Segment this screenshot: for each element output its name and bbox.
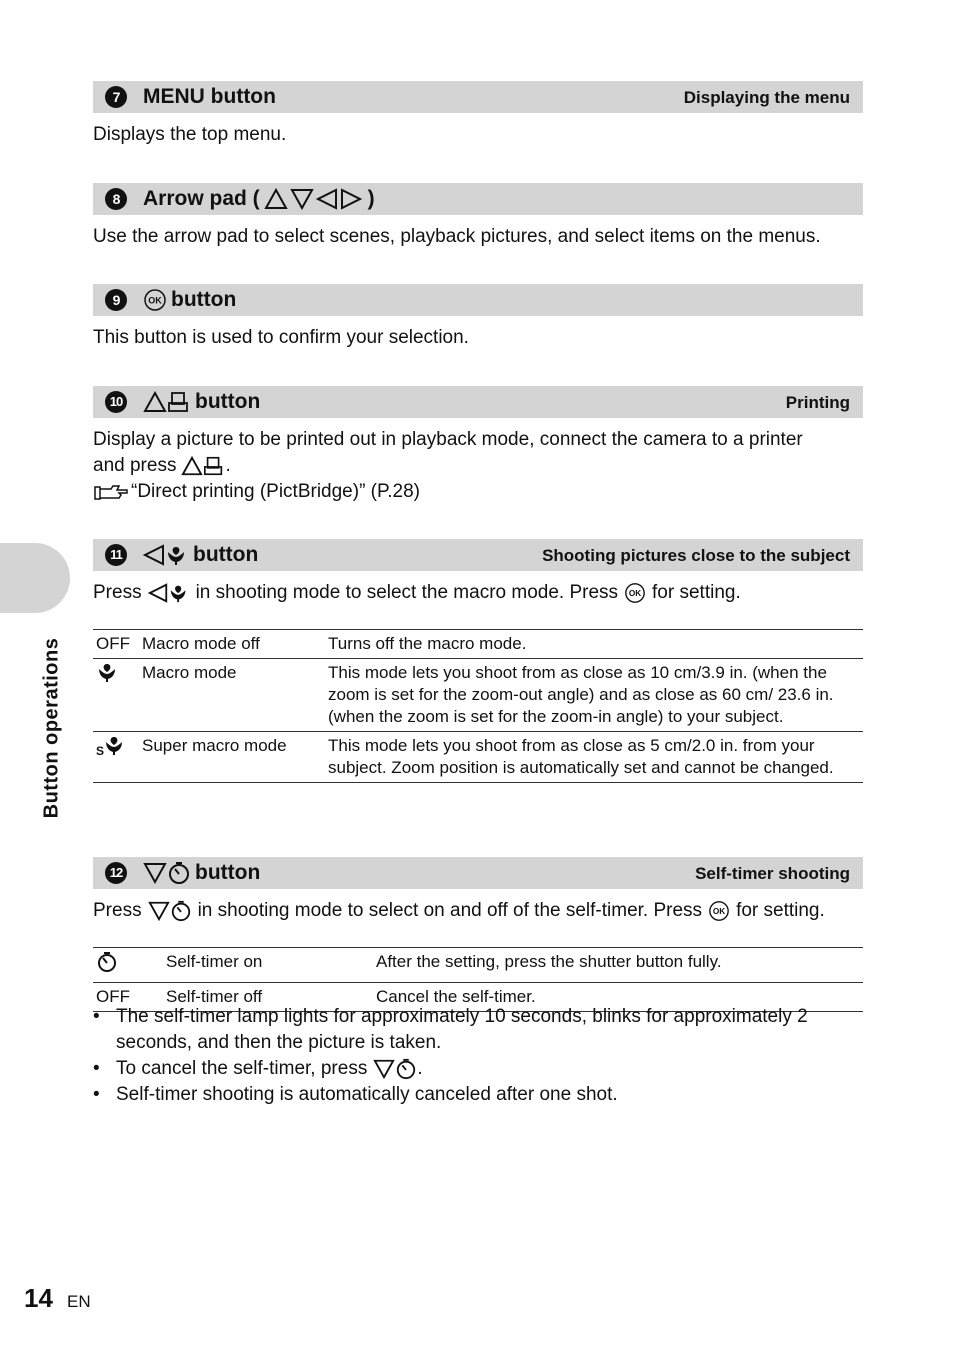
title-prefix: Arrow pad ( [143, 187, 260, 210]
ok-button-icon [624, 582, 646, 604]
up-print-icon [181, 455, 225, 477]
section-number: 8 [105, 188, 127, 210]
title-suffix: ) [367, 187, 375, 210]
section-header-timer [93, 857, 863, 889]
print-reference[interactable] [93, 479, 420, 505]
row-description: Cancel the self-timer. [376, 987, 536, 1006]
row-symbol [93, 659, 139, 732]
section-subtitle: Printing [785, 393, 850, 412]
section-title [143, 389, 260, 415]
section-title [143, 186, 375, 212]
section-number: 7 [105, 86, 127, 108]
svg-text:OK: OK [148, 295, 162, 306]
menu-description: Displays the top menu. [93, 124, 287, 145]
section-title [143, 542, 258, 568]
list-item-end: . [417, 1058, 423, 1079]
macro-text-b: in shooting mode to select the macro mode. Press [195, 582, 619, 603]
svg-text:OK: OK [628, 589, 642, 599]
row-name: Super macro mode [142, 736, 287, 755]
row-name: Self-timer off [166, 987, 263, 1006]
row-symbol: OFF [96, 634, 130, 653]
row-name: Macro mode [142, 663, 237, 682]
section-title [143, 287, 236, 313]
macro-icon [96, 662, 118, 684]
print-line-2 [93, 453, 231, 479]
list-item: • Self-timer shooting is automatically canceled after one shot. [93, 1082, 873, 1108]
reference-text: “Direct printing (PictBridge)” (P.28) [131, 481, 420, 502]
title-label: button [195, 861, 261, 884]
reference-hand-icon [93, 482, 131, 502]
section-number: 12 [105, 862, 127, 884]
section-header-ok [93, 284, 863, 316]
arrow-description: Use the arrow pad to select scenes, playback pictures, and select items on the menus. [93, 226, 821, 247]
section-header-print [93, 386, 863, 418]
title-label: button [195, 390, 261, 413]
svg-text:OK: OK [712, 907, 726, 917]
side-label: Button operations [40, 637, 63, 819]
timer-text-a: Press [93, 900, 142, 921]
row-description: After the setting, press the shutter button fully. [376, 952, 722, 971]
language-code: EN [67, 1292, 91, 1311]
title-label: button [171, 288, 237, 311]
macro-text-c: for setting. [652, 582, 741, 603]
page-number: 14 [24, 1283, 53, 1313]
list-item-text: • To cancel the self-timer, press [116, 1058, 368, 1079]
section-header-menu [93, 81, 863, 113]
super-macro-icon [96, 735, 124, 757]
ok-button-icon [143, 288, 167, 312]
macro-description [93, 580, 741, 606]
selftimer-icon [96, 951, 118, 973]
section-title: MENU button [143, 85, 276, 108]
title-label: button [193, 543, 259, 566]
timer-text-c: for setting. [736, 900, 825, 921]
section-number: 11 [105, 544, 127, 566]
list-item [93, 1056, 873, 1082]
row-symbol [93, 732, 139, 783]
macro-table [93, 629, 863, 783]
section-subtitle: Shooting pictures close to the subject [542, 546, 850, 565]
row-symbol [93, 948, 163, 983]
section-number: 10 [105, 391, 127, 413]
left-macro-icon [148, 582, 190, 604]
section-title [143, 860, 260, 886]
ok-description: This button is used to confirm your selection. [93, 327, 469, 348]
section-header-arrow [93, 183, 863, 215]
section-number: 9 [105, 289, 127, 311]
print-line-2-end: . [225, 455, 231, 476]
table-row [93, 659, 863, 732]
macro-text-a: Press [93, 582, 142, 603]
row-description: This mode lets you shoot from as close as 10 cm/3.9 in. (when the zoom is set for the zoom-out angle) and as close as 60 cm/ 23.6 in. (when the zoom is set for the zoom-in angle) to your subject. [328, 663, 834, 726]
row-name: Macro mode off [142, 634, 260, 653]
timer-table [93, 947, 863, 1012]
timer-description [93, 898, 825, 924]
up-print-icon [143, 390, 191, 414]
timer-text-b: in shooting mode to select on and off of the self-timer. Press [197, 900, 703, 921]
print-line-1: Display a picture to be printed out in playback mode, connect the camera to a printer [93, 429, 803, 450]
list-item: • The self-timer lamp lights for approximately 10 seconds, blinks for approximately 2 seconds, and then the picture is taken. [93, 1004, 873, 1056]
ok-button-icon [708, 900, 730, 922]
table-row [93, 630, 863, 659]
timer-notes [93, 1004, 873, 1108]
row-description: Turns off the macro mode. [328, 634, 527, 653]
side-tab [0, 543, 70, 613]
section-subtitle: Displaying the menu [683, 88, 850, 107]
section-subtitle: Self-timer shooting [695, 864, 850, 883]
svg-text:S: S [96, 744, 105, 757]
table-row [93, 732, 863, 783]
section-header-macro [93, 539, 863, 571]
down-selftimer-icon [143, 861, 191, 885]
row-description: This mode lets you shoot from as close as 5 cm/2.0 in. from your subject. Zoom position is automatically set and cannot be changed. [328, 736, 834, 777]
row-symbol: OFF [96, 987, 130, 1006]
down-selftimer-icon [148, 900, 192, 922]
down-selftimer-icon [373, 1058, 417, 1080]
left-macro-icon [143, 543, 189, 567]
row-name: Self-timer on [166, 952, 263, 971]
table-row [93, 948, 863, 983]
print-line-2-text: and press [93, 455, 177, 476]
arrow-pad-icon [264, 188, 364, 210]
